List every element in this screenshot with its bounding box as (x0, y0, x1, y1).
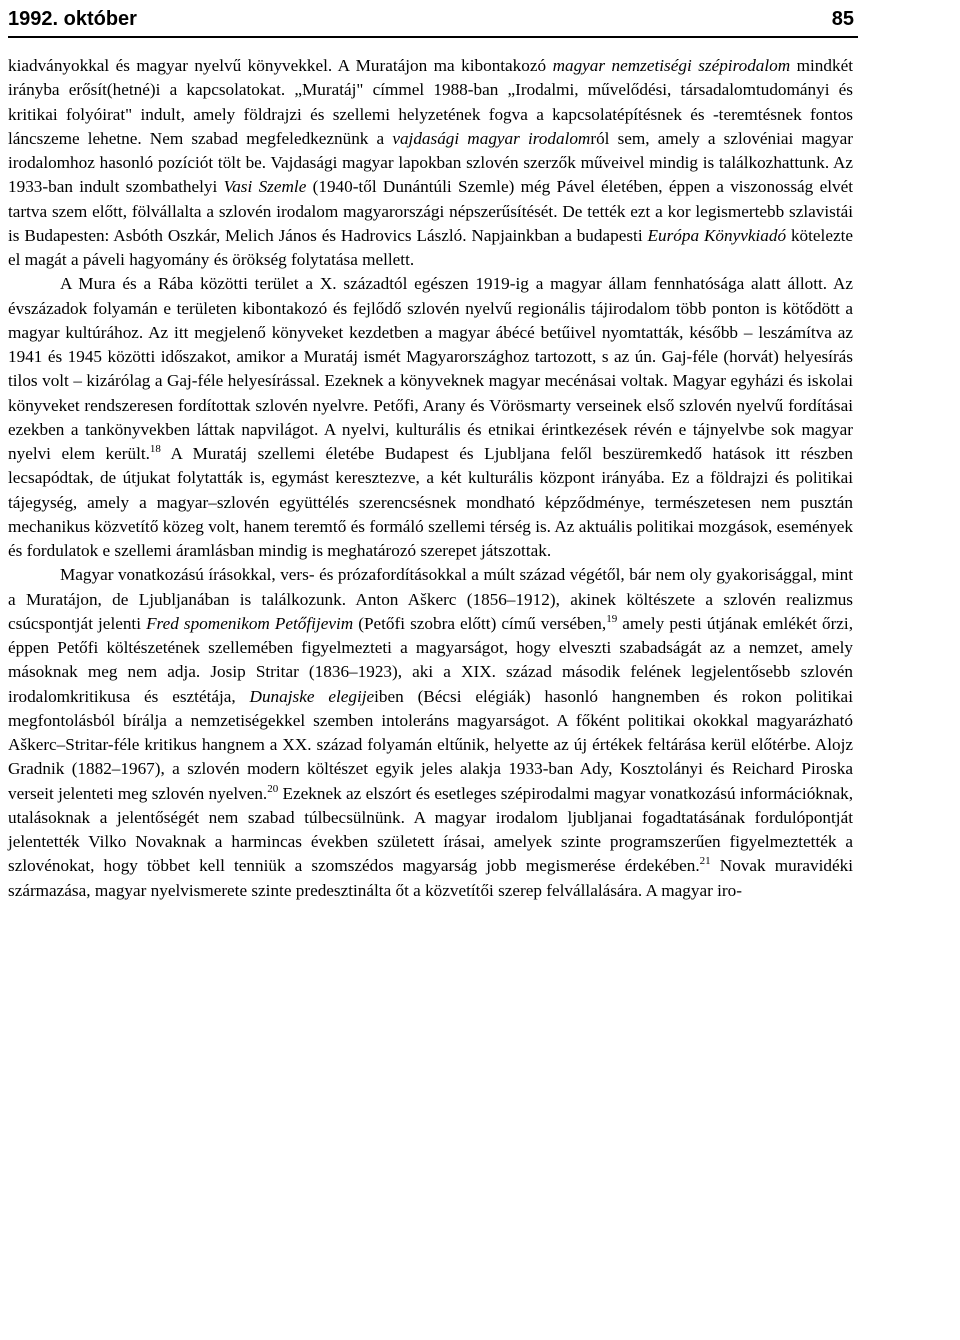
italic-title: Európa Könyvkiadó (647, 225, 787, 245)
footnote-ref: 21 (699, 855, 711, 868)
footnote-ref: 20 (267, 782, 279, 795)
text-run: kötelezte el magát a páveli hagyomány és örökség folytatása mellett. (8, 225, 853, 269)
footnote-ref: 18 (149, 443, 161, 455)
italic-title: magyar nemzetiségi szépirodalom (552, 56, 791, 75)
footnote-ref: 19 (606, 612, 618, 625)
italic-title: vajdasági magyar irodalom (392, 128, 591, 148)
text-run: Novak muravidéki származása, magyar nyelvismerete szinte predesztinálta őt a közvetítői szerep felvállalására. A magyar iro- (8, 856, 853, 900)
text-run: A Muratáj szellemi életébe Budapest és Ljubljana felől beszüremkedő hatások itt részben lecsapódtak, de útjukat folytatták is, egymást keresztezve, a két kulturális központ irányába. Ez a földrajzi és politikai tájegység, amely a magyar–szlovén együttélés szerencsésnek mondható képződménye, természetesen nem pusztán mechanikus közvetítő közeg volt, hanem teremtő és formáló szellemi térség is. Az aktuális politikai mozgások, események és fordulatok e szellemi áramlásban mindig is meghatározó szerepet játszottak. (8, 444, 853, 560)
text-run: mindkét irányba erősít(hetné)i a kapcsolatokat. „Muratáj" címmel 1988-ban „Irodalmi, művelődési, társadalomtudományi és kritikai folyóirat" indult, amely földrajzi és szellemi helyzetének fogva a kapcsolatépítésnek és -teremtésnek fontos láncszeme lehetne. Nem szabad megfeledkeznünk a (8, 56, 853, 148)
text-run: Ezeknek az elszórt és esetleges szépirodalmi magyar vonatkozású információknak, utalásoknak a jelentőségét nem szabad túlbecsülnünk. A magyar irodalom ljubljanai fogadtatásának fordulópontját jelentették Vilko Novaknak a harmincas években született írásai, amelyek szinte programszerűen figyelmeztették a szlovénokat, hogy többet kell tenniük a szomszédos magyarság jobb megismerése érdekében. (8, 783, 853, 876)
body-text (8, 54, 853, 903)
header-date: 1992. október (8, 8, 137, 30)
italic-title: Dunajske elegije (249, 686, 375, 706)
text-run: amely pesti útjának emlékét őrzi, éppen Petőfi költészetének szellemében figyelmezteti a magyarságot, hogy elveszti szabadságát az a nemzet, amely másoknak meg nem adja. Josip Stritar (1836–1923), aki a XIX. század második felének legjelentősebb szlovén irodalomkritikusa és esztétája, (8, 613, 854, 706)
text-run: iben (Bécsi elégiák) hasonló hangnemben és rokon politikai megfontolásból bírálja a nemzetiségekkel szemben intoleráns magyarságot. A főként politikai okokkal magyarázható Aškerc–Stritar-féle kritikus hangnem a XX. század folyamán eltűnik, helyette az új értékek feltárása kerül előtérbe. Alojz Gradnik (1882–1967), a szlovén modern költészet egyik jeles alakja 1933-ban Ady, Kosztolányi és Reichard Piroska verseit jelenteti meg szlovén nyelven. (8, 686, 853, 803)
text-run: A Mura és a Rába közötti terület a X. századtól egészen 1919-ig a magyar állam fennhatósága alatt állott. Az évszázadok folyamán e területen kibontakozó és fejlődő szlovén nyelvű regionális tájirodalom több ponton is kötődött a magyar kultúrához. Az itt megjelenő könyveket kezdetben a magyar ábécé betűivel nyomtatták, később – leszámítva az 1941 és 1945 közötti időszakot, amikor a Muratáj ismét Magyarországhoz tartozott, s az ún. Gaj-féle (horvát) helyesírás tilos volt – kizárólag a Gaj-féle helyesírással. Ezeknek a könyveknek magyar mecénásai voltak. Magyar egyházi és iskolai könyveket rendszeresen fordítottak szlovén nyelvre. Petőfi, Arany és Vörösmarty verseinek első szlovén nyelvű fordításai ezekben a tankönyvekben láttak napvilágot. A nyelvi, kulturális és etnikai érintkezések révén e tájnyelvbe sok magyar nyelvi elem került. (8, 274, 853, 463)
text-run: Magyar vonatkozású írásokkal, vers- és prózafordításokkal a múlt század végétől, bár nem oly gyakorisággal, mint a Muratájon, de Ljubljanában is találkozunk. Anton Aškerc (1856–1912), akinek költészete a szlovén realizmus csúcspontját jelenti (8, 565, 853, 633)
running-header (8, 4, 858, 38)
text-run: ról sem, amely a szlovéniai magyar irodalomhoz hasonló pozíciót tölt be. Vajdasági magyar lapokban szlovén szerzők műveivel mindig is találkozhattunk. Az 1933-ban indult szombathelyi (8, 128, 853, 197)
paragraph (8, 54, 853, 272)
text-run: kiadványokkal és magyar nyelvű könyvekkel. A Muratájon ma kibontakozó (8, 56, 553, 75)
page-number: 85 (831, 8, 854, 30)
text-run: (1940-től Dunántúli Szemle) még Pável életében, éppen a viszonosság elvét tartva szem előtt, fölvállalta a szlovén irodalom magyarországi népszerűsítését. De tették ezt a kor legismertebb szlavistái is Budapesten: Asbóth Oszkár, Melich János és Hadrovics László. Napjainkban a budapesti (8, 177, 853, 245)
paragraph (8, 563, 853, 903)
italic-title: Fred spomenikom Petőfijevim (146, 613, 354, 633)
paragraph (8, 272, 853, 563)
text-run: (Petőfi szobra előtt) című versében, (353, 613, 607, 633)
italic-title: Vasi Szemle (223, 177, 307, 197)
